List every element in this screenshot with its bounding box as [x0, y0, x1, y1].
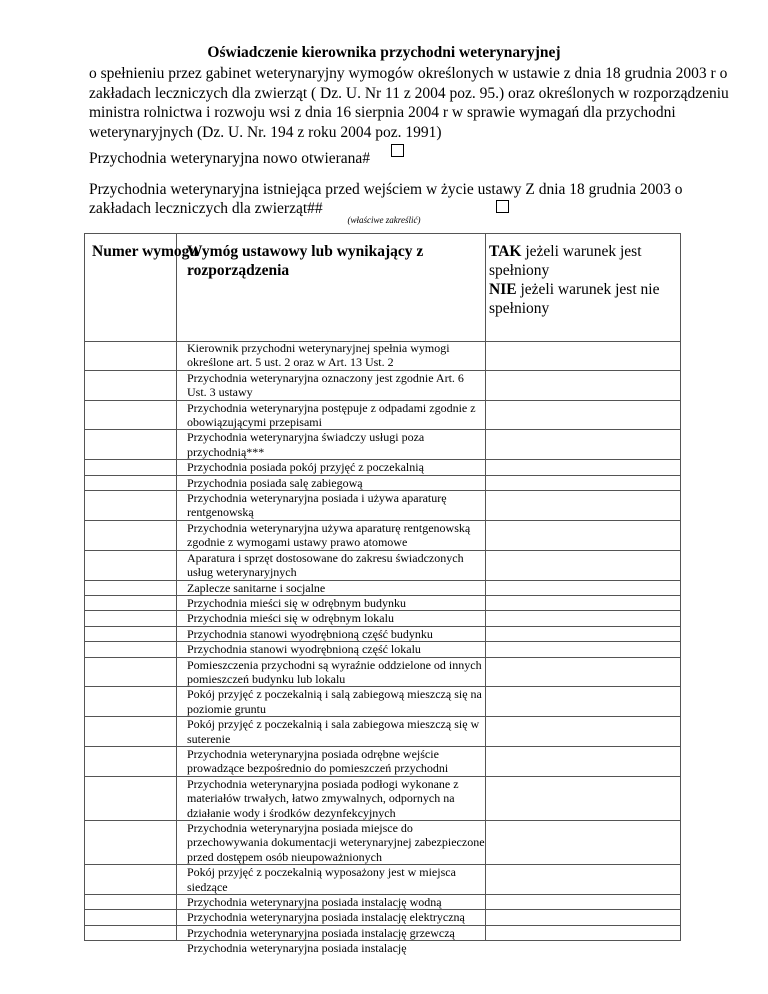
requirement-text: Przychodnia weterynaryjna używa aparaturę rentgenowską zgodnie z wymogami ustawy prawo atomowe [187, 520, 471, 550]
header-status [489, 242, 679, 318]
table-row [85, 910, 680, 925]
table-row [85, 476, 680, 491]
table-row [85, 747, 680, 777]
requirement-text: Przychodnia posiada pokój przyjęć z poczekalnią [187, 460, 424, 475]
header-tak-desc: jeżeli warunek jest spełniony [489, 243, 642, 279]
requirement-text: Przychodnia posiada salę zabiegową [187, 475, 363, 490]
table-row [85, 717, 680, 747]
table-row [85, 926, 680, 941]
table-row [85, 521, 680, 551]
requirement-text: Przychodnia stanowi wyodrębnioną część lokalu [187, 642, 421, 657]
requirement-text: Przychodnia mieści się w odrębnym lokalu [187, 611, 394, 626]
table-row [85, 430, 680, 460]
option-existing-label: Przychodnia weterynaryjna istniejąca przed wejściem w życie ustawy Z dnia 18 grudnia 2003 o zakładach leczniczych dla zwierząt## [89, 181, 683, 217]
table-row [85, 491, 680, 521]
table-row [85, 371, 680, 401]
requirement-text: Kierownik przychodni weterynaryjnej spełnia wymogi określone art. 5 ust. 2 oraz w Art. 13 Ust. 2 [187, 341, 450, 370]
table-row [85, 821, 680, 865]
requirement-text: Przychodnia weterynaryjna postępuje z odpadami zgodnie z obowiązującymi przepisami [187, 400, 476, 430]
requirement-text: Przychodnia weterynaryjna posiada podłogi wykonane z materiałów trwałych, łatwo zmywalnych, odpornych na działanie wody i środków dezynfekcyjnych [187, 776, 459, 820]
requirement-text: Pokój przyjęć z poczekalnią wyposażony jest w miejsca siedzące [187, 865, 456, 894]
requirement-text: Przychodnia weterynaryjna oznaczony jest zgodnie Art. 6 Ust. 3 ustawy [187, 370, 464, 400]
requirement-text: Pokój przyjęć z poczekalnią i salą zabiegową mieszczą się na poziomie gruntu [187, 687, 482, 716]
requirement-text: Przychodnia weterynaryjna posiada instalację grzewczą [187, 925, 455, 940]
requirements-table [84, 233, 681, 956]
intro-paragraph: o spełnieniu przez gabinet weterynaryjny wymogów określonych w ustawie z dnia 18 grudnia 2003 r o zakładach leczniczych dla zwierząt ( Dz. U. Nr 11 z 2004 poz. 95.) oraz określonych w rozporządzeniu ministra rolnictwa i rozwoju wsi z dnia 16 sierpnia 2004 r w sprawie wymagań dla przychodni weterynaryjnych (Dz. U. Nr. 194 z roku 2004 poz. 1991) [89, 65, 729, 141]
requirement-text: Przychodnia weterynaryjna posiada odrębne wejście prowadzące bezpośrednio do pomieszczeń przychodni [187, 746, 449, 776]
table-row [85, 687, 680, 717]
table-row [85, 941, 680, 955]
requirement-text: Przychodnia weterynaryjna świadczy usługi poza przychodnią*** [187, 430, 425, 459]
requirement-text: Aparatura i sprzęt dostosowane do zakresu świadczonych usług weterynaryjnych [187, 550, 464, 580]
requirement-text: Pokój przyjęć z poczekalnią i sala zabiegowa mieszczą się w suterenie [187, 717, 480, 746]
table-row [85, 460, 680, 475]
document-title: Oświadczenie kierownika przychodni weterynaryjnej [207, 44, 561, 61]
header-tak: TAK [489, 243, 522, 260]
table-row [85, 551, 680, 581]
table-row [85, 865, 680, 895]
instruction-note: (właściwe zakreślić) [347, 215, 421, 225]
table-row [85, 658, 680, 688]
table-row [85, 611, 680, 626]
header-requirement: Wymóg ustawowy lub wynikający z rozporządzenia [187, 243, 424, 279]
table-row [85, 777, 680, 821]
option-new-label: Przychodnia weterynaryjna nowo otwierana# [89, 150, 371, 167]
requirement-text: Przychodnia weterynaryjna posiada instalację elektryczną [187, 910, 465, 925]
table-row [85, 341, 680, 371]
table-row [85, 627, 680, 642]
table-row [85, 895, 680, 910]
requirement-text: Przychodnia weterynaryjna posiada instalację [187, 941, 407, 956]
requirement-text: Przychodnia weterynaryjna posiada i używa aparaturę rentgenowską [187, 491, 447, 520]
header-nie-desc: jeżeli warunek jest nie spełniony [489, 281, 660, 317]
header-nie: NIE [489, 281, 517, 298]
header-number: Numer wymogu [92, 243, 199, 260]
requirement-text: Przychodnia stanowi wyodrębnioną część budynku [187, 626, 433, 641]
option-new-checkbox[interactable] [391, 144, 404, 157]
requirement-text: Zaplecze sanitarne i socjalne [187, 580, 326, 595]
requirement-text: Przychodnia weterynaryjna posiada miejsce do przechowywania dokumentacji weterynaryjnej zabezpieczone przed dostępem osób nieupoważnionych [187, 821, 485, 864]
requirement-text: Przychodnia mieści się w odrębnym budynku [187, 595, 406, 610]
option-existing-checkbox[interactable] [496, 200, 509, 213]
table-row [85, 401, 680, 431]
requirements-rows [85, 341, 680, 956]
requirement-text: Pomieszczenia przychodni są wyraźnie oddzielone od innych pomieszczeń budynku lub lokalu [187, 657, 482, 686]
requirement-text: Przychodnia weterynaryjna posiada instalację wodną [187, 895, 442, 910]
table-row [85, 642, 680, 657]
table-row [85, 581, 680, 596]
table-row [85, 596, 680, 611]
